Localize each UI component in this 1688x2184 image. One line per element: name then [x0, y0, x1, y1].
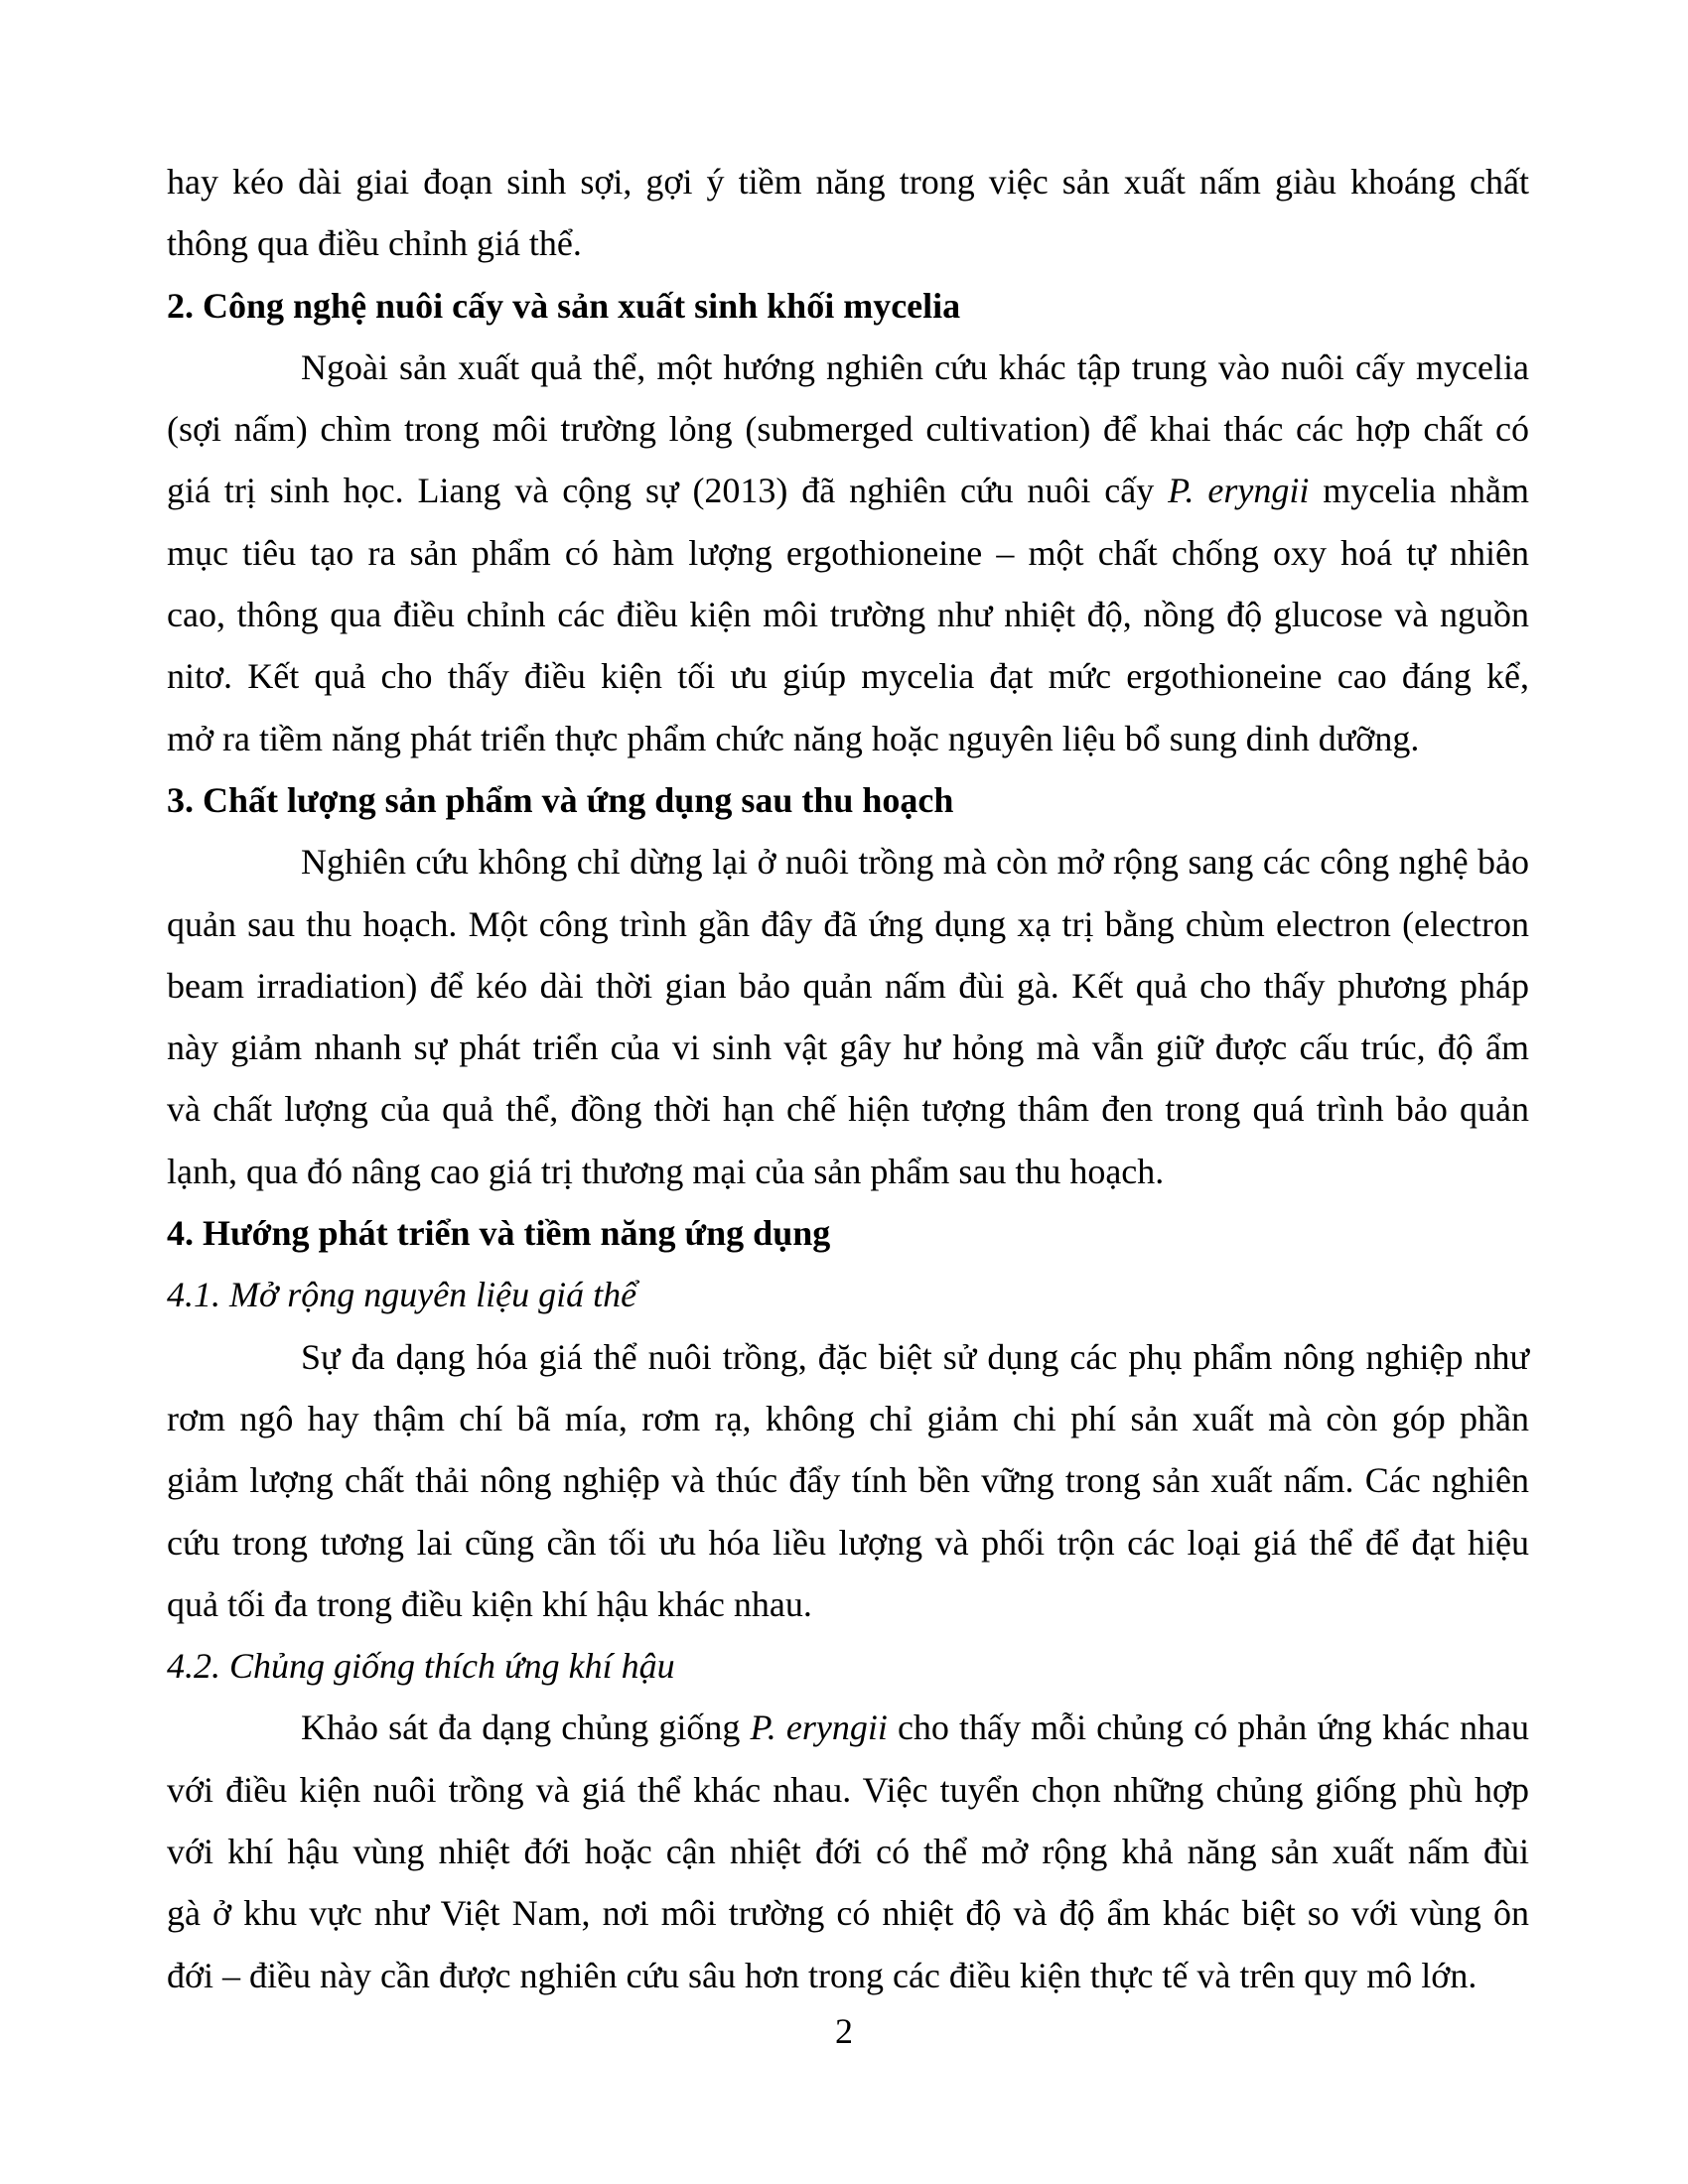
text-line [167, 460, 1529, 521]
text-line [167, 522, 1529, 584]
section-heading [167, 1202, 1529, 1264]
text-segment: beam irradiation) để kéo dài thời gian bảo quản nấm đùi gà. Kết quả cho thấy phương pháp [167, 965, 1529, 1006]
text-line [167, 708, 1529, 769]
text-line [167, 1512, 1529, 1573]
text-segment: giảm lượng chất thải nông nghiệp và thúc đẩy tính bền vững trong sản xuất nấm. Các nghiên [167, 1460, 1529, 1501]
text-segment: mở ra tiềm năng phát triển thực phẩm chức năng hoặc nguyên liệu bổ sung dinh dưỡng. [167, 718, 1420, 758]
text-line [167, 1882, 1529, 1944]
text-line [167, 212, 1529, 274]
text-segment: lạnh, qua đó nâng cao giá trị thương mại của sản phẩm sau thu hoạch. [167, 1151, 1165, 1191]
text-line [167, 1078, 1529, 1140]
subsection-heading [167, 1635, 1529, 1697]
italic-species-name: P. eryngii [1168, 471, 1310, 511]
text-line [167, 1697, 1529, 1758]
text-line [167, 1326, 1529, 1388]
text-line [167, 645, 1529, 707]
page-number: 2 [835, 2011, 853, 2051]
text-line [167, 1388, 1529, 1449]
subsection-heading [167, 1264, 1529, 1325]
text-segment: Sự đa dạng hóa giá thể nuôi trồng, đặc biệt sử dụng các phụ phẩm nông nghiệp như [301, 1336, 1529, 1377]
text-segment: nitơ. Kết quả cho thấy điều kiện tối ưu giúp mycelia đạt mức ergothioneine cao đáng kể, [167, 656, 1529, 697]
text-segment: 4.2. Chủng giống thích ứng khí hậu [167, 1646, 675, 1687]
text-segment: Ngoài sản xuất quả thể, một hướng nghiên cứu khác tập trung vào nuôi cấy mycelia [301, 346, 1529, 387]
text-line [167, 151, 1529, 212]
text-segment: quản sau thu hoạch. Một công trình gần đây đã ứng dụng xạ trị bằng chùm electron (electron [167, 903, 1529, 944]
text-segment: Khảo sát đa dạng chủng giống [301, 1707, 751, 1748]
section-heading [167, 275, 1529, 337]
text-segment: mycelia nhằm [1309, 471, 1530, 511]
section-heading [167, 769, 1529, 831]
text-segment: thông qua điều chỉnh giá thể. [167, 223, 582, 264]
text-segment: Nghiên cứu không chỉ dừng lại ở nuôi trồng mà còn mở rộng sang các công nghệ bảo [301, 842, 1529, 883]
text-segment: cứu trong tương lai cũng cần tối ưu hóa liều lượng và phối trộn các loại giá thể để đạt hiệu [167, 1522, 1529, 1563]
text-segment: cho thấy mỗi chủng có phản ứng khác nhau [887, 1707, 1529, 1748]
text-segment: (sợi nấm) chìm trong môi trường lỏng (submerged cultivation) để khai thác các hợp chất có [167, 409, 1529, 450]
text-segment: với khí hậu vùng nhiệt đới hoặc cận nhiệt đới có thể mở rộng khả năng sản xuất nấm đùi [167, 1832, 1529, 1872]
text-line [167, 1759, 1529, 1821]
text-line [167, 1573, 1529, 1635]
text-segment: gà ở khu vực như Việt Nam, nơi môi trường có nhiệt độ và độ ẩm khác biệt so với vùng ôn [167, 1893, 1529, 1934]
text-segment: này giảm nhanh sự phát triển của vi sinh vật gây hư hỏng mà vẫn giữ được cấu trúc, độ ẩm [167, 1027, 1529, 1068]
page-footer [0, 2000, 1688, 2062]
text-segment: 4. Hướng phát triển và tiềm năng ứng dụng [167, 1213, 831, 1254]
text-segment: 2. Công nghệ nuôi cấy và sản xuất sinh khối mycelia [167, 285, 961, 326]
text-line [167, 893, 1529, 955]
text-line [167, 398, 1529, 460]
text-segment: đới – điều này cần được nghiên cứu sâu hơn trong các điều kiện thực tế và trên quy mô lớn. [167, 1955, 1477, 1995]
text-segment: và chất lượng của quả thể, đồng thời hạn chế hiện tượng thâm đen trong quá trình bảo quản [167, 1089, 1529, 1130]
text-line [167, 1017, 1529, 1078]
text-segment: hay kéo dài giai đoạn sinh sợi, gợi ý tiềm năng trong việc sản xuất nấm giàu khoáng chất [167, 162, 1529, 202]
document-body [167, 151, 1529, 2006]
text-line [167, 1141, 1529, 1202]
text-line [167, 1821, 1529, 1882]
text-segment: 4.1. Mở rộng nguyên liệu giá thể [167, 1275, 637, 1315]
text-segment: mục tiêu tạo ra sản phẩm có hàm lượng ergothioneine – một chất chống oxy hoá tự nhiên [167, 532, 1529, 573]
text-segment: giá trị sinh học. Liang và cộng sự (2013) đã nghiên cứu nuôi cấy [167, 471, 1169, 511]
text-segment: 3. Chất lượng sản phẩm và ứng dụng sau thu hoạch [167, 779, 954, 820]
text-segment: rơm ngô hay thậm chí bã mía, rơm rạ, không chỉ giảm chi phí sản xuất mà còn góp phần [167, 1398, 1529, 1438]
text-line [167, 1945, 1529, 2006]
text-line [167, 337, 1529, 398]
italic-species-name: P. eryngii [750, 1707, 888, 1748]
text-segment: cao, thông qua điều chỉnh các điều kiện môi trường như nhiệt độ, nồng độ glucose và nguồn [167, 595, 1529, 635]
text-segment: với điều kiện nuôi trồng và giá thể khác nhau. Việc tuyển chọn những chủng giống phù hợp [167, 1769, 1529, 1810]
text-segment: quả tối đa trong điều kiện khí hậu khác nhau. [167, 1583, 812, 1624]
text-line [167, 584, 1529, 645]
text-line [167, 831, 1529, 892]
text-line [167, 955, 1529, 1017]
text-line [167, 1449, 1529, 1511]
